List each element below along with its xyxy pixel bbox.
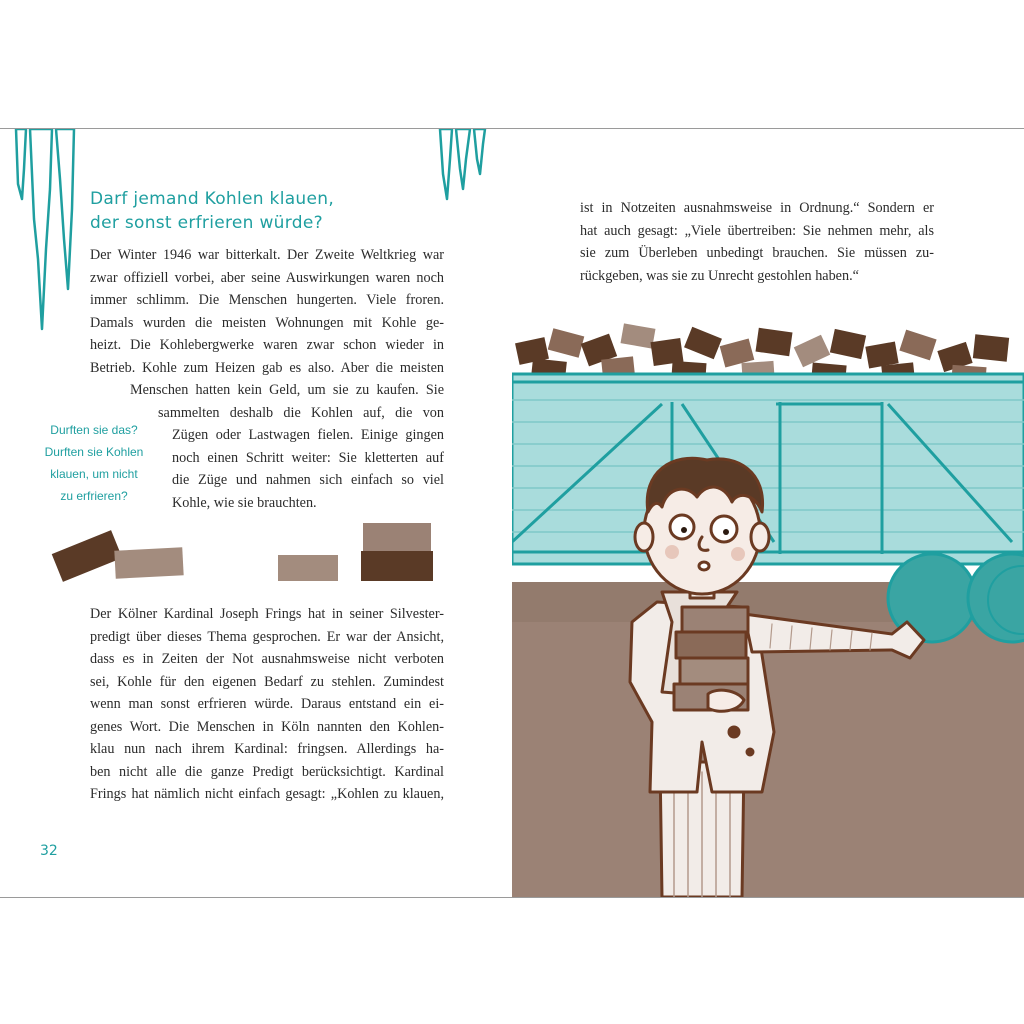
text-line: ben nicht alle die ganze Predigt berücksichtigt. Kardinal — [90, 763, 444, 780]
text-line: zwar offiziell vorbei, aber seine Auswirkungen waren noch — [90, 269, 444, 286]
right-page — [512, 129, 1024, 897]
text-line: wenn man sonst erfrieren würde. Daraus entstand ein ei- — [90, 696, 444, 712]
text-line: immer schlimm. Die Menschen hungerten. Viele froren. — [90, 292, 444, 308]
text-line: Zügen oder Lastwagen fielen. Einige gingen — [172, 427, 444, 443]
book-spread — [0, 128, 1024, 898]
text-line: die Züge und nahmen sich einfach so viel — [172, 472, 444, 488]
text-line: Kohle, wie sie brauchten. — [172, 494, 317, 511]
side-question-line: Durften sie das? — [50, 423, 138, 437]
text-line: Menschen hatten kein Geld, um sie zu kaufen. Sie — [130, 382, 444, 398]
coal-brick-icon — [45, 519, 445, 589]
text-line: Der Kölner Kardinal Joseph Frings hat in seiner Silvester- — [90, 606, 444, 622]
text-line: Frings hat nämlich nicht einfach gesagt: „Kohlen zu klauen, — [90, 786, 444, 802]
text-line: sei, Kohle für den eigenen Bedarf zu stehlen. Zumindest — [90, 673, 444, 690]
side-question-line: Durften sie Kohlen — [44, 445, 144, 459]
side-question-line: zu erfrieren? — [60, 489, 128, 503]
text-line: rückgeben, was sie zu Unrecht gestohlen haben.“ — [580, 267, 859, 284]
chapter-heading — [90, 187, 334, 235]
side-question-line: klauen, um nicht — [50, 467, 138, 481]
text-line: noch einen Schritt weiter: Sie kletterten auf — [172, 449, 444, 466]
text-line: klau nun nach ihrem Kardinal: fringsen. Allerdings ha- — [90, 741, 444, 757]
boy-carrying-coal-illustration — [512, 322, 1024, 897]
text-line: Der Winter 1946 war bitterkalt. Der Zweite Weltkrieg war — [90, 247, 444, 263]
heading-line: der sonst erfrieren würde? — [90, 213, 323, 233]
text-line: Damals wurden die meisten Wohnungen mit Kohle ge- — [90, 314, 444, 331]
text-line: sie zum Überleben unbedingt brauchen. Sie müssen zu- — [580, 245, 934, 261]
page-number: 32 — [40, 843, 58, 859]
text-line: heizt. Die Kohlebergwerke waren zwar schon wieder in — [90, 337, 444, 353]
text-line: ist in Notzeiten ausnahmsweise in Ordnung.“ Sondern er — [580, 200, 934, 216]
left-page — [0, 129, 512, 897]
text-line: genes Wort. Die Menschen in Köln nannten den Kohlen- — [90, 718, 444, 735]
heading-line: Darf jemand Kohlen klauen, — [90, 189, 335, 209]
text-line: dass es in Zeiten der Not ausnahmsweise nicht verboten — [90, 651, 444, 667]
text-line: Betrieb. Kohle zum Heizen gab es also. Aber die meisten — [90, 359, 444, 376]
text-line: sammelten deshalb die Kohlen auf, die von — [158, 404, 444, 421]
side-question — [28, 419, 160, 507]
text-line: predigt über dieses Thema gesprochen. Er war der Ansicht, — [90, 628, 444, 645]
text-line: hat auch gesagt: „Viele übertreiben: Sie nehmen mehr, als — [580, 222, 934, 239]
